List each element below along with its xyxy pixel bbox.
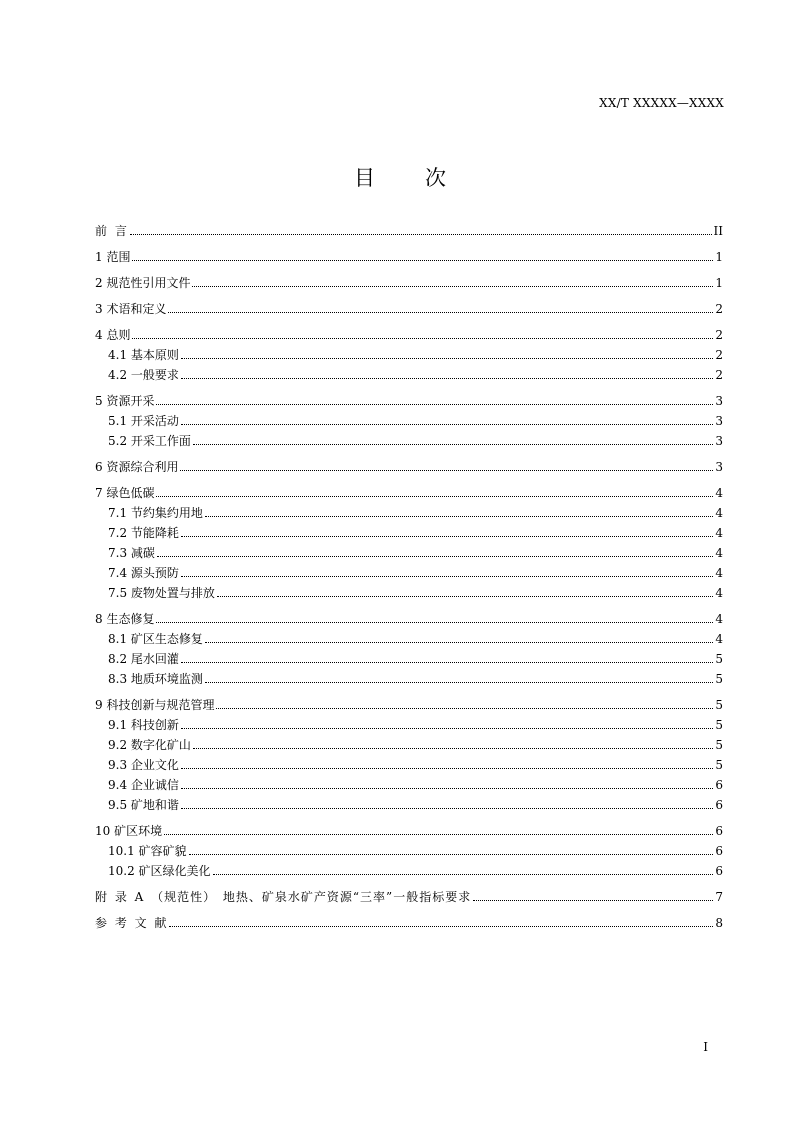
dot-leader: [181, 424, 713, 425]
toc-entry[interactable]: [95, 695, 723, 715]
dot-leader: [205, 642, 713, 643]
toc-subentry[interactable]: [95, 755, 723, 775]
toc-entry[interactable]: [95, 457, 723, 477]
dot-leader: [193, 444, 713, 445]
toc-title: 目次: [354, 166, 496, 190]
dot-leader: [192, 286, 713, 287]
toc-entry[interactable]: [95, 821, 723, 841]
dot-leader: [213, 874, 714, 875]
toc-subentry[interactable]: [95, 669, 723, 689]
dot-leader: [180, 470, 713, 471]
page-number: I: [703, 1040, 708, 1054]
dot-leader: [156, 496, 713, 497]
toc-entry-label: 3 术语和定义: [95, 302, 167, 316]
toc-entry-page: 1: [715, 276, 723, 290]
toc-entry-page: 4: [715, 506, 723, 520]
toc-entry-page: 2: [715, 348, 723, 362]
toc-entry-label: 8.3 地质环境监测: [108, 672, 203, 686]
toc-entry-label: 5.1 开采活动: [108, 414, 179, 428]
toc-subentry[interactable]: [95, 861, 723, 881]
dot-leader: [169, 926, 713, 927]
toc-entry[interactable]: [95, 325, 723, 345]
toc-entry-label: 10 矿区环境: [95, 824, 163, 838]
dot-leader: [216, 708, 713, 709]
toc-entry-label: 7 绿色低碳: [95, 486, 155, 500]
toc-entry-label: 9.5 矿地和谐: [108, 798, 179, 812]
toc-entry-label: 4 总则: [95, 328, 131, 342]
toc-entry-label: 9.4 企业诚信: [108, 778, 179, 792]
toc-entry-label: 1 范围: [95, 250, 131, 264]
toc-entry-page: 4: [715, 546, 723, 560]
dot-leader: [130, 234, 712, 235]
toc-subentry[interactable]: [95, 503, 723, 523]
toc-entry-page: 2: [715, 302, 723, 316]
toc-entry-page: 3: [715, 394, 723, 408]
toc-entry-page: 2: [715, 328, 723, 342]
toc-subentry[interactable]: [95, 775, 723, 795]
dot-leader: [164, 834, 713, 835]
dot-leader: [156, 404, 713, 405]
dot-leader: [181, 808, 713, 809]
toc-entry[interactable]: [95, 391, 723, 411]
toc-entry-page: 3: [715, 460, 723, 474]
toc-entry[interactable]: [95, 887, 723, 907]
toc-entry-page: 5: [715, 698, 723, 712]
toc-entry-label: 7.2 节能降耗: [108, 526, 179, 540]
toc-entry-page: 5: [715, 652, 723, 666]
toc-entry-label: 5 资源开采: [95, 394, 155, 408]
toc-entry-page: 6: [715, 778, 723, 792]
toc-subentry[interactable]: [95, 563, 723, 583]
dot-leader: [181, 662, 713, 663]
dot-leader: [181, 378, 713, 379]
toc-subentry[interactable]: [95, 715, 723, 735]
toc-entry-label: 9.2 数字化矿山: [108, 738, 191, 752]
toc-entry-page: 4: [715, 632, 723, 646]
toc-subentry[interactable]: [95, 629, 723, 649]
toc-entry-label: 前 言: [95, 224, 128, 238]
toc-subentry[interactable]: [95, 735, 723, 755]
toc-entry-label: 2 规范性引用文件: [95, 276, 191, 290]
toc-entry-label: 10.1 矿容矿貌: [108, 844, 187, 858]
toc-entry-page: 3: [715, 414, 723, 428]
toc-subentry[interactable]: [95, 365, 723, 385]
dot-leader: [132, 338, 713, 339]
dot-leader: [189, 854, 714, 855]
toc-entry-label: 4.1 基本原则: [108, 348, 179, 362]
dot-leader: [181, 788, 713, 789]
toc-entry-label: 6 资源综合利用: [95, 460, 179, 474]
toc-entry-page: II: [713, 224, 723, 238]
toc-entry-label: 8 生态修复: [95, 612, 155, 626]
toc-entry-page: 5: [715, 672, 723, 686]
toc-entry[interactable]: [95, 913, 723, 933]
toc-entry-label: 10.2 矿区绿化美化: [108, 864, 211, 878]
dot-leader: [205, 516, 713, 517]
toc-entry[interactable]: [95, 483, 723, 503]
toc-entry-page: 4: [715, 526, 723, 540]
toc-entry-label: 附 录 A （规范性） 地热、矿泉水矿产资源“三率”一般指标要求: [95, 890, 472, 904]
toc-entry-label: 7.3 减碳: [108, 546, 155, 560]
toc-entry-page: 5: [715, 738, 723, 752]
dot-leader: [473, 900, 713, 901]
toc-entry-label: 9.1 科技创新: [108, 718, 179, 732]
dot-leader: [168, 312, 713, 313]
dot-leader: [156, 622, 713, 623]
dot-leader: [217, 596, 713, 597]
toc-entry-page: 6: [715, 824, 723, 838]
toc-entry-label: 7.5 废物处置与排放: [108, 586, 215, 600]
toc-entry[interactable]: [95, 273, 723, 293]
toc-entry-page: 4: [715, 566, 723, 580]
table-of-contents: [95, 221, 723, 933]
toc-entry[interactable]: [95, 609, 723, 629]
toc-entry-label: 9.3 企业文化: [108, 758, 179, 772]
toc-entry-label: 8.1 矿区生态修复: [108, 632, 203, 646]
toc-subentry[interactable]: [95, 583, 723, 603]
toc-entry-page: 3: [715, 434, 723, 448]
dot-leader: [181, 536, 713, 537]
toc-entry-page: 2: [715, 368, 723, 382]
toc-entry-label: 7.1 节约集约用地: [108, 506, 203, 520]
toc-entry-page: 6: [715, 864, 723, 878]
toc-entry-page: 6: [715, 844, 723, 858]
toc-entry-label: 4.2 一般要求: [108, 368, 179, 382]
toc-entry-label: 9 科技创新与规范管理: [95, 698, 215, 712]
toc-subentry[interactable]: [95, 411, 723, 431]
toc-entry-page: 7: [715, 890, 723, 904]
toc-subentry[interactable]: [95, 543, 723, 563]
dot-leader: [193, 748, 713, 749]
toc-subentry[interactable]: [95, 841, 723, 861]
toc-entry-page: 4: [715, 486, 723, 500]
toc-entry-page: 4: [715, 612, 723, 626]
document-code: XX/T XXXXX—XXXX: [599, 96, 724, 110]
toc-entry-label: 8.2 尾水回灌: [108, 652, 179, 666]
dot-leader: [181, 768, 713, 769]
toc-entry-page: 8: [715, 916, 723, 930]
toc-subentry[interactable]: [95, 523, 723, 543]
dot-leader: [205, 682, 713, 683]
toc-subentry[interactable]: [95, 431, 723, 451]
dot-leader: [181, 728, 713, 729]
dot-leader: [181, 576, 713, 577]
toc-subentry[interactable]: [95, 345, 723, 365]
dot-leader: [157, 556, 713, 557]
toc-entry-page: 5: [715, 758, 723, 772]
toc-entry-label: 7.4 源头预防: [108, 566, 179, 580]
toc-subentry[interactable]: [95, 795, 723, 815]
toc-entry[interactable]: [95, 247, 723, 267]
toc-entry-page: 6: [715, 798, 723, 812]
toc-entry-page: 4: [715, 586, 723, 600]
toc-entry-label: 5.2 开采工作面: [108, 434, 191, 448]
dot-leader: [181, 358, 713, 359]
toc-entry-page: 5: [715, 718, 723, 732]
toc-entry-label: 参 考 文 献: [95, 916, 168, 930]
dot-leader: [132, 260, 713, 261]
toc-entry[interactable]: [95, 221, 723, 241]
toc-entry-page: 1: [715, 250, 723, 264]
toc-subentry[interactable]: [95, 649, 723, 669]
toc-entry[interactable]: [95, 299, 723, 319]
